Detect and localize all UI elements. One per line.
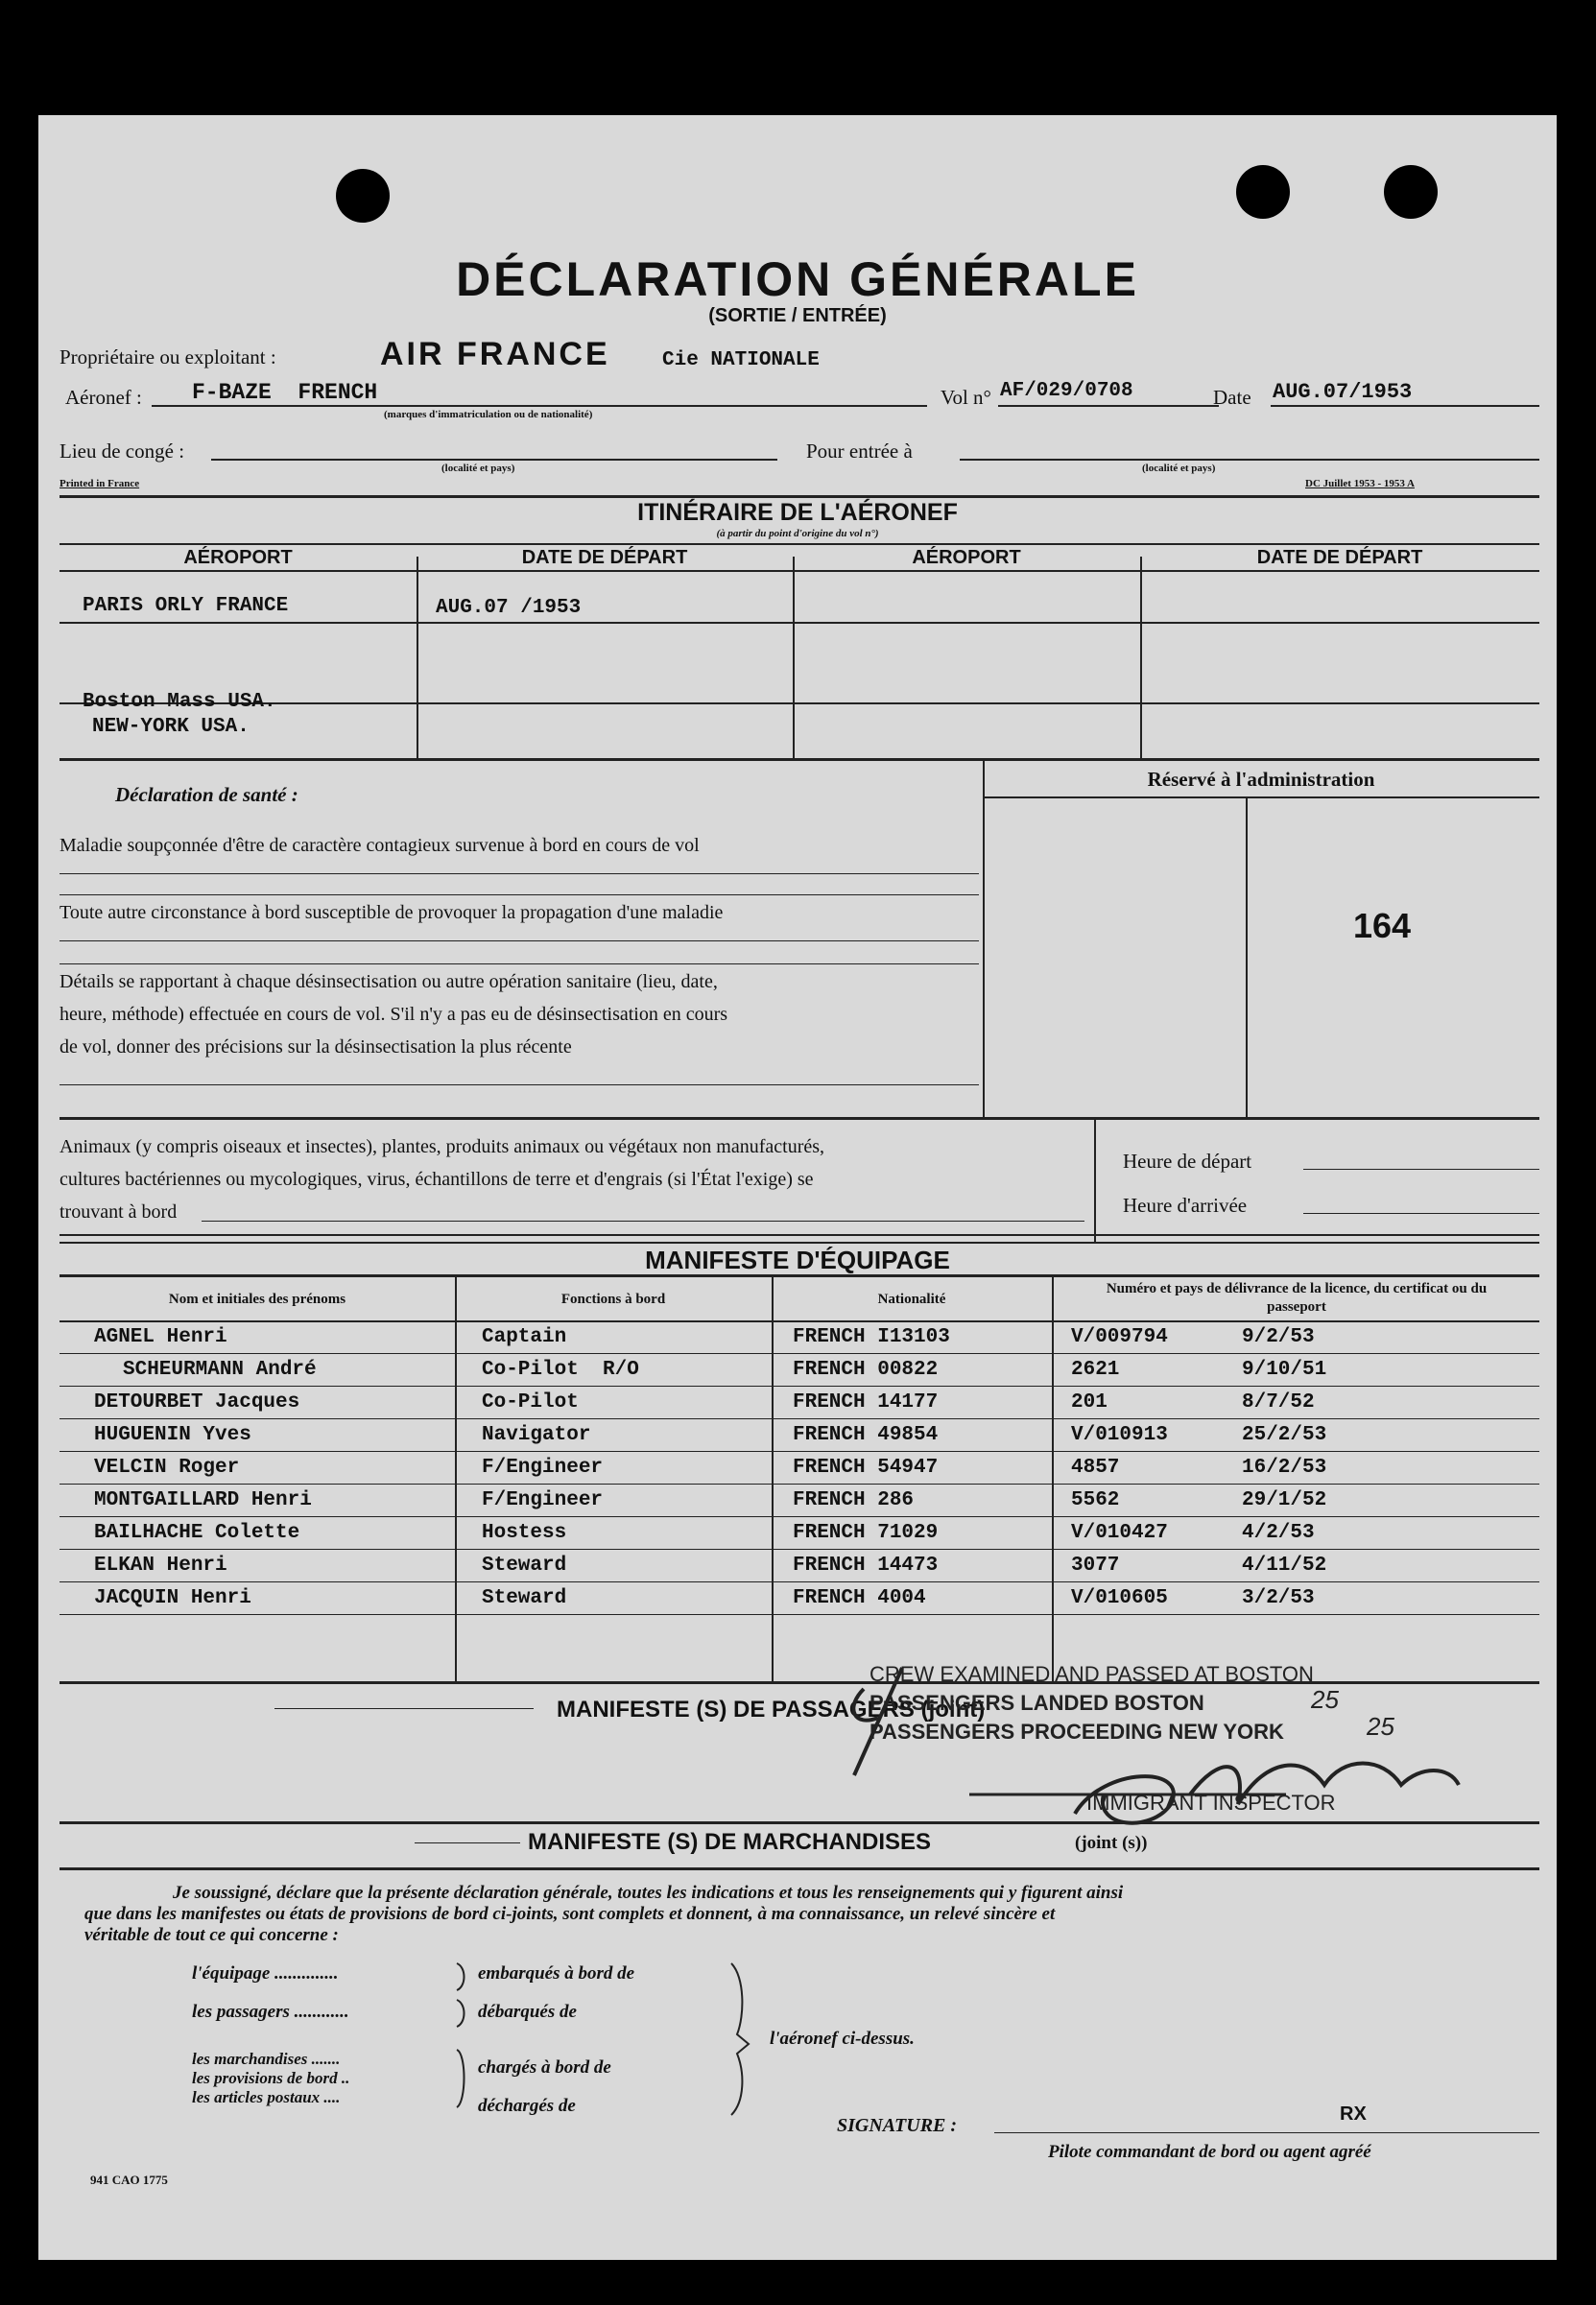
itinerary-airport-2: Boston Mass USA. bbox=[83, 691, 276, 713]
stamp-landed-count: 25 bbox=[1311, 1685, 1339, 1714]
crew-row-rule bbox=[60, 1386, 1539, 1387]
itinerary-header-departure: DATE DE DÉPART bbox=[521, 547, 688, 568]
crew-function: Captain bbox=[482, 1326, 567, 1348]
crew-nationality: FRENCH I13103 bbox=[793, 1326, 950, 1348]
crew-licence: V/010605 bbox=[1071, 1587, 1168, 1609]
crew-function: F/Engineer bbox=[482, 1489, 604, 1511]
crew-licence: V/010427 bbox=[1071, 1522, 1168, 1544]
crew-row-rule bbox=[60, 1451, 1539, 1452]
crew-licence: 4857 bbox=[1071, 1457, 1120, 1479]
stamp-passengers-landed: PASSENGERS LANDED BOSTON bbox=[869, 1691, 1204, 1715]
crew-row-rule bbox=[60, 1516, 1539, 1517]
crew-date: 25/2/53 bbox=[1242, 1424, 1327, 1446]
crew-function: Steward bbox=[482, 1555, 567, 1577]
crew-nationality: FRENCH 4004 bbox=[793, 1587, 926, 1609]
itinerary-note: (à partir du point d'origine du vol n°) bbox=[716, 528, 879, 539]
declaration-goods: les marchandises ....... bbox=[192, 2050, 341, 2068]
crew-name: JACQUIN Henri bbox=[94, 1587, 251, 1609]
aircraft-note: (marques d'immatriculation ou de nationalité) bbox=[384, 409, 593, 420]
crew-row-rule bbox=[60, 1614, 1539, 1615]
date-value: AUG.07/1953 bbox=[1273, 380, 1413, 404]
crew-licence: 3077 bbox=[1071, 1555, 1120, 1577]
flight-label: Vol n° bbox=[941, 386, 991, 409]
crew-function: Steward bbox=[482, 1587, 567, 1609]
itinerary-airport-1: PARIS ORLY FRANCE bbox=[83, 595, 289, 617]
crew-licence: 2621 bbox=[1071, 1359, 1120, 1381]
passengers-title: MANIFESTE (S) DE PASSAGERS (joint) bbox=[557, 1697, 986, 1723]
locality-note-2: (localité et pays) bbox=[1142, 463, 1216, 474]
owner-value: AIR FRANCE bbox=[380, 336, 610, 372]
crew-nationality: FRENCH 71029 bbox=[793, 1522, 939, 1544]
itinerary-header-airport-2: AÉROPORT bbox=[912, 547, 1021, 568]
arrival-time-label: Heure d'arrivée bbox=[1123, 1194, 1248, 1217]
crew-date: 9/10/51 bbox=[1242, 1359, 1327, 1381]
cargo-note: (joint (s)) bbox=[1075, 1833, 1148, 1853]
crew-row-rule bbox=[60, 1549, 1539, 1550]
health-line-3a: Détails se rapportant à chaque désinsectisation ou autre opération sanitaire (lieu, date, bbox=[60, 971, 718, 992]
crew-header-nationality: Nationalité bbox=[877, 1292, 946, 1307]
aircraft-label: Aéronef : bbox=[65, 386, 142, 409]
clearance-label: Lieu de congé : bbox=[60, 440, 185, 463]
declaration-aircraft: l'aéronef ci-dessus. bbox=[770, 2029, 915, 2049]
punch-hole bbox=[1236, 165, 1290, 219]
crew-function: Co-Pilot bbox=[482, 1391, 579, 1414]
admin-number: 164 bbox=[1353, 906, 1412, 945]
crew-date: 3/2/53 bbox=[1242, 1587, 1315, 1609]
itinerary-header-departure-2: DATE DE DÉPART bbox=[1256, 547, 1423, 568]
health-line-2: Toute autre circonstance à bord susceptible de provoquer la propagation d'une maladie bbox=[60, 902, 724, 923]
crew-header-licence: Numéro et pays de délivrance de la licence, du certificat ou du passeport bbox=[1106, 1281, 1488, 1315]
owner-value-2: Cie NATIONALE bbox=[662, 349, 820, 371]
form-number: 941 CAO 1775 bbox=[90, 2173, 168, 2187]
stamp-immigrant-inspector: IMMIGRANT INSPECTOR bbox=[1086, 1791, 1336, 1815]
declaration-embarked: embarqués à bord de bbox=[478, 1963, 635, 1984]
health-line-3c: de vol, donner des précisions sur la désinsectisation la plus récente bbox=[60, 1036, 572, 1057]
departure-time-label: Heure de départ bbox=[1123, 1150, 1252, 1173]
declaration-text-3: véritable de tout ce qui concerne : bbox=[84, 1925, 339, 1945]
crew-licence: 201 bbox=[1071, 1391, 1108, 1414]
crew-header-function: Fonctions à bord bbox=[560, 1292, 666, 1307]
crew-function: Hostess bbox=[482, 1522, 567, 1544]
crew-title: MANIFESTE D'ÉQUIPAGE bbox=[645, 1246, 950, 1274]
declaration-crew: l'équipage .............. bbox=[192, 1963, 339, 1984]
crew-name: DETOURBET Jacques bbox=[94, 1391, 300, 1414]
crew-licence: V/010913 bbox=[1071, 1424, 1168, 1446]
printed-note: Printed in France bbox=[60, 478, 140, 489]
crew-date: 4/11/52 bbox=[1242, 1555, 1327, 1577]
crew-nationality: FRENCH 49854 bbox=[793, 1424, 939, 1446]
animals-line-2: cultures bactériennes ou mycologiques, virus, échantillons de terre et d'engrais (si l'État l'exige) se bbox=[60, 1169, 814, 1190]
crew-function: Navigator bbox=[482, 1424, 591, 1446]
crew-date: 8/7/52 bbox=[1242, 1391, 1315, 1414]
crew-function: F/Engineer bbox=[482, 1457, 604, 1479]
crew-nationality: FRENCH 286 bbox=[793, 1489, 915, 1511]
stamp-crew-examined: CREW EXAMINED AND PASSED AT BOSTON bbox=[869, 1662, 1314, 1686]
crew-nationality: FRENCH 14177 bbox=[793, 1391, 939, 1414]
punch-hole bbox=[336, 169, 390, 223]
itinerary-header-airport: AÉROPORT bbox=[183, 547, 293, 568]
itinerary-title: ITINÉRAIRE DE L'AÉRONEF bbox=[637, 499, 958, 526]
declaration-disembarked: débarqués de bbox=[478, 2002, 577, 2022]
health-line-3b: heure, méthode) effectuée en cours de vol. S'il n'y a pas eu de désinsectisation en cours bbox=[60, 1004, 728, 1025]
itinerary-departure-1: AUG.07 /1953 bbox=[436, 597, 582, 619]
crew-date: 16/2/53 bbox=[1242, 1457, 1327, 1479]
crew-name: ELKAN Henri bbox=[94, 1555, 227, 1577]
crew-licence: V/009794 bbox=[1071, 1326, 1168, 1348]
owner-label: Propriétaire ou exploitant : bbox=[60, 345, 276, 368]
entry-label: Pour entrée à bbox=[806, 440, 913, 463]
signatory-label: Pilote commandant de bord ou agent agréé bbox=[1048, 2142, 1371, 2162]
crew-date: 9/2/53 bbox=[1242, 1326, 1315, 1348]
crew-date: 29/1/52 bbox=[1242, 1489, 1327, 1511]
signature-label: SIGNATURE : bbox=[837, 2115, 958, 2136]
crew-nationality: FRENCH 54947 bbox=[793, 1457, 939, 1479]
declaration-text-2: que dans les manifestes ou états de provisions de bord ci-joints, sont complets et donnent, à ma connaissance, un relevé sincère et bbox=[84, 1904, 1056, 1924]
crew-header-name: Nom et initiales des prénoms bbox=[168, 1292, 346, 1307]
form-sheet bbox=[38, 115, 1557, 2260]
locality-note: (localité et pays) bbox=[441, 463, 515, 474]
aircraft-value: F-BAZE FRENCH bbox=[192, 380, 378, 405]
declaration-provisions: les provisions de bord .. bbox=[192, 2069, 350, 2087]
crew-name: HUGUENIN Yves bbox=[94, 1424, 251, 1446]
crew-name: SCHEURMANN André bbox=[123, 1359, 317, 1381]
crew-row-rule bbox=[60, 1418, 1539, 1419]
health-line-1: Maladie soupçonnée d'être de caractère contagieux survenue à bord en cours de vol bbox=[60, 835, 700, 856]
crew-name: BAILHACHE Colette bbox=[94, 1522, 300, 1544]
crew-name: AGNEL Henri bbox=[94, 1326, 227, 1348]
crew-nationality: FRENCH 00822 bbox=[793, 1359, 939, 1381]
bracket-left bbox=[451, 1958, 480, 2121]
signature-value: RX bbox=[1340, 2103, 1367, 2125]
itinerary-airport-3: NEW-YORK USA. bbox=[92, 716, 250, 738]
declaration-text-1: Je soussigné, déclare que la présente déclaration générale, toutes les indications et tous les renseignements qui y figurent ainsi bbox=[173, 1883, 1124, 1903]
date-label: Date bbox=[1213, 386, 1251, 409]
crew-nationality: FRENCH 14473 bbox=[793, 1555, 939, 1577]
admin-heading: Réservé à l'administration bbox=[1147, 768, 1375, 791]
declaration-passengers: les passagers ............ bbox=[192, 2002, 349, 2022]
inspector-signature bbox=[787, 1651, 1516, 1842]
animals-line-3: trouvant à bord bbox=[60, 1201, 178, 1223]
animals-line-1: Animaux (y compris oiseaux et insectes), plantes, produits animaux ou végétaux non manufacturés, bbox=[60, 1136, 825, 1157]
flight-value: AF/029/0708 bbox=[1000, 380, 1133, 402]
crew-function: Co-Pilot R/O bbox=[482, 1359, 639, 1381]
bracket-right bbox=[727, 1958, 756, 2121]
form-subtitle: (SORTIE / ENTRÉE) bbox=[708, 305, 887, 326]
cargo-title: MANIFESTE (S) DE MARCHANDISES bbox=[528, 1829, 932, 1855]
form-reference: DC Juillet 1953 - 1953 A bbox=[1305, 478, 1415, 489]
health-heading: Déclaration de santé : bbox=[115, 783, 298, 806]
stamp-passengers-proceeding: PASSENGERS PROCEEDING NEW YORK bbox=[869, 1720, 1284, 1744]
punch-hole bbox=[1384, 165, 1438, 219]
crew-row-rule bbox=[60, 1581, 1539, 1582]
declaration-mail: les articles postaux .... bbox=[192, 2088, 341, 2106]
crew-licence: 5562 bbox=[1071, 1489, 1120, 1511]
crew-row-rule bbox=[60, 1353, 1539, 1354]
crew-date: 4/2/53 bbox=[1242, 1522, 1315, 1544]
crew-row-rule bbox=[60, 1484, 1539, 1485]
crew-name: VELCIN Roger bbox=[94, 1457, 240, 1479]
declaration-unloaded: déchargés de bbox=[478, 2096, 576, 2116]
declaration-loaded: chargés à bord de bbox=[478, 2057, 611, 2078]
crew-name: MONTGAILLARD Henri bbox=[94, 1489, 312, 1511]
stamp-proceeding-count: 25 bbox=[1367, 1712, 1394, 1741]
form-title: DÉCLARATION GÉNÉRALE bbox=[456, 252, 1139, 306]
